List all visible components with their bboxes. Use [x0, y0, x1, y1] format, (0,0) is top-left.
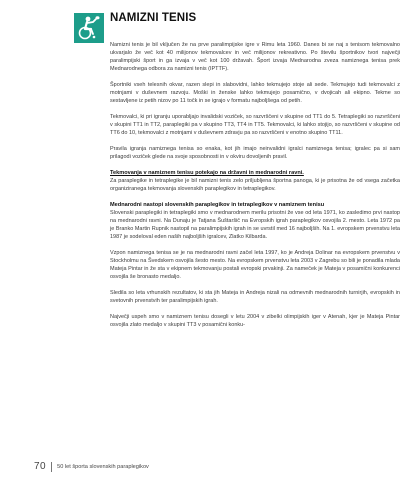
wheelchair-tennis-icon	[75, 14, 103, 42]
section-heading: Mednarodni nastopi slovenskih paraplegikov in tetraplegikov v namiznem tenisu	[110, 202, 325, 208]
section-paragraph: Slovenski paraplegiki in tetraplegiki smo v mednarodnem merilu prisotni že vse od leta 1971, ko zasledimo prvi nastop na mednarodni ravni. Na Dunaju je Tatjana Šuštaršič na Evropskih igrah paraplegikov osvojila 2. mesto. Leta 1972 pa je Branko Martin Rupnik nastopil na paralimpijskih igrah in se uvrstil med 16 najboljših. Na 1. evropskem prvenstvu leta 1987 je sodeloval eden naših najboljših igralcev, Zlatko Kilbarda.	[110, 210, 400, 240]
rules-paragraph: Pravila igranja namiznega tenisa so enaka, kot jih imajo neinvalidni igralci namiznega tenisa; igralec pa si sam prilagodi voziček glede na svoje sposobnosti in v okviru dovoljenih pravil.	[110, 146, 400, 160]
article-content	[110, 12, 400, 337]
wheelchair-classes-paragraph: Tekmovalci, ki pri igranju uporabljajo invalidski voziček, so razvrščeni v skupine od TT1 do 5. Tetraplegiki so razvrščeni v skupini TT1 in TT2, paraplegiki pa v skupino TT3, TT4 in TT5. Tekmovalci, ki lahko stojijo, so razvrščeni v skupine od TT6 do 10, tekmovalci z motnjami v duševnem zdravju pa so razvrščeni v enotno skupino TT11.	[110, 114, 400, 136]
page-footer	[34, 461, 149, 472]
intro-paragraph: Namizni tenis je bil vključen že na prve paralimpijske igre v Rimu leta 1960. Danes bi se naj s tenisom tekmovalno ukvarjalo že več kot 40 milijonov tekmovalcev in več milijonov rekreativno. Po številu športnikov tvori največji paralimpijski šport in ga izvaja v več kot 100 državah. Šport izvaja Mednarodna zveza namiznega tenisa prek Mednarodnega odbora za namizni tenis (IPTTF).	[110, 42, 400, 72]
footer-divider	[51, 462, 52, 472]
page-title: NAMIZNI TENIS	[110, 12, 197, 24]
section-paragraph: Za paraplegike in tetraplegike je bil namizni tenis zelo priljubljena športna panoga, ki je prisotna že od vsega začetka organiziranega tekmovanja slovenskih paraplegikov in tetraplegikov.	[110, 178, 400, 192]
section-paragraph: Sledila so leta vrhunskih rezultatov, ki sta jih Mateja in Andreja nizali na odmevnih mednarodnih turnirjih, evropskih in svetovnih prvenstvih ter paralimpijskih igrah.	[110, 290, 400, 304]
footer-title: 50 let športa slovenskih paraplegikov	[57, 463, 149, 470]
classes-paragraph: Športniki vseh telesnih okvar, razen slepi in slabovidni, lahko tekmujejo stoje ali sede. Tekmujejo tudi tekmovalci z motnjami v duševnem razvoju. Moški in ženske lahko tekmujejo posamično, v dvojicah ali ekipno. Tekme so sestavljene iz petih nizov po 11 točk in se igrajo v formatu najboljšega od petih.	[110, 82, 400, 104]
section-paragraph: Vzpon namiznega tenisa se je na mednarodni ravni začel leta 1997, ko je Andreja Dolinar na evropskem prvenstvu v Stockholmu na Švedskem osvojila šesto mesto. Na evropskem prvenstvu leta 2003 v Zagrebu so bili je ponadila mlada Mateja Pintar in že sta v ekipnem tekmovanju postali evropski prvakinji. Za nameček je Mateja v posamični konkurenci osvojila še bronasto medaljo.	[110, 250, 400, 280]
sport-pictogram	[74, 13, 104, 43]
section-heading: Tekmovanja v namiznem tenisu potekajo na državni in mednarodni ravni.	[110, 170, 304, 176]
section-paragraph: Največji uspeh smo v namiznem tenisu dosegli v letu 2004 v zibelki olimpijskih iger v Atenah, kjer je Mateja Pintar osvojila zlato medaljo v skupini TT3 v posamični konku-	[110, 314, 400, 328]
page-number: 70	[34, 461, 47, 472]
